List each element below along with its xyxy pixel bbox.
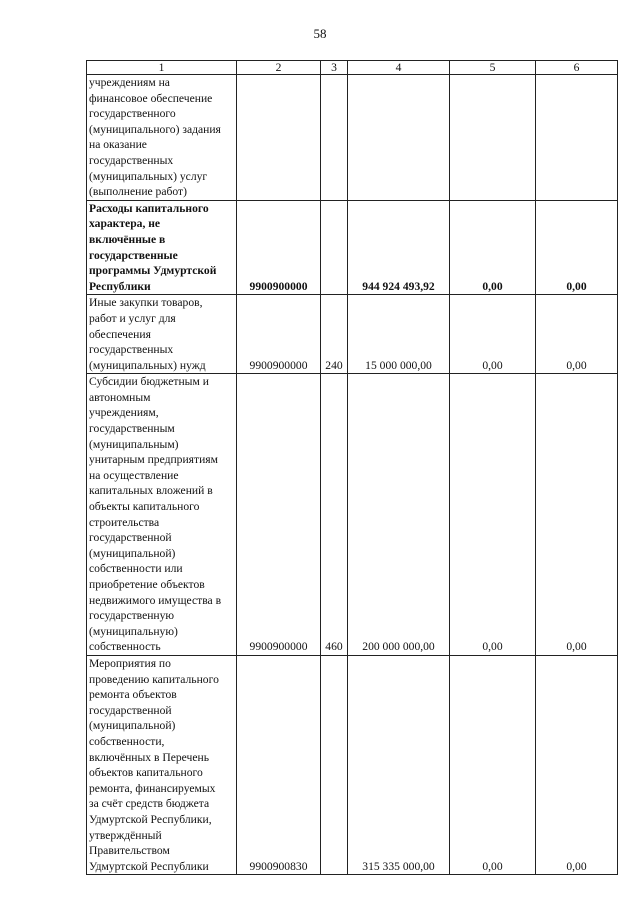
header-cell-4: 4	[348, 61, 450, 75]
row-kvr: 460	[321, 374, 348, 656]
row-name: Мероприятия по проведению капитального ремонта объектов государственной (муниципальной) собственности, включённых в Перечень объектов капитального ремонта, финансируемых за счёт средств бюджета Удмуртской Республики, утверждённый Правительством Удмуртской Республики	[87, 655, 237, 874]
row-code: 9900900000	[237, 295, 321, 374]
row-col5: 0,00	[450, 655, 536, 874]
row-kvr	[321, 655, 348, 874]
table-row	[87, 75, 618, 201]
page-number: 58	[313, 26, 327, 41]
table-row	[87, 374, 618, 656]
row-col5: 0,00	[450, 295, 536, 374]
row-name: Иные закупки товаров, работ и услуг для обеспечения государственных (муниципальных) нужд	[87, 295, 237, 374]
budget-table	[86, 60, 618, 875]
row-kvr	[321, 75, 348, 201]
row-col5: 0,00	[450, 200, 536, 295]
header-cell-5: 5	[450, 61, 536, 75]
row-col6: 0,00	[536, 200, 618, 295]
row-col6: 0,00	[536, 295, 618, 374]
header-cell-3: 3	[321, 61, 348, 75]
row-name: учреждениям на финансовое обеспечение государственного (муниципального) задания на оказание государственных (муниципальных) услуг (выполнение работ)	[87, 75, 237, 201]
row-col5: 0,00	[450, 374, 536, 656]
header-cell-2: 2	[237, 61, 321, 75]
row-sum: 315 335 000,00	[348, 655, 450, 874]
row-name: Расходы капитального характера, не включённые в государственные программы Удмуртской Республики	[87, 200, 237, 295]
row-col6: 0,00	[536, 374, 618, 656]
table-row	[87, 200, 618, 295]
table-row	[87, 655, 618, 874]
row-sum: 15 000 000,00	[348, 295, 450, 374]
row-kvr	[321, 200, 348, 295]
row-code: 9900900000	[237, 374, 321, 656]
row-sum	[348, 75, 450, 201]
row-kvr: 240	[321, 295, 348, 374]
row-code: 9900900830	[237, 655, 321, 874]
header-cell-6: 6	[536, 61, 618, 75]
row-sum: 200 000 000,00	[348, 374, 450, 656]
row-col6	[536, 75, 618, 201]
row-col6: 0,00	[536, 655, 618, 874]
row-code	[237, 75, 321, 201]
row-sum: 944 924 493,92	[348, 200, 450, 295]
header-cell-1: 1	[87, 61, 237, 75]
row-col5	[450, 75, 536, 201]
row-name: Субсидии бюджетным и автономным учреждениям, государственным (муниципальным) унитарным предприятиям на осуществление капитальных вложений в объекты капитального строительства государственной (муниципальной) собственности или приобретение объектов недвижимого имущества в государственную (муниципальную) собственность	[87, 374, 237, 656]
table-header-row	[87, 61, 618, 75]
row-code: 9900900000	[237, 200, 321, 295]
table-row	[87, 295, 618, 374]
